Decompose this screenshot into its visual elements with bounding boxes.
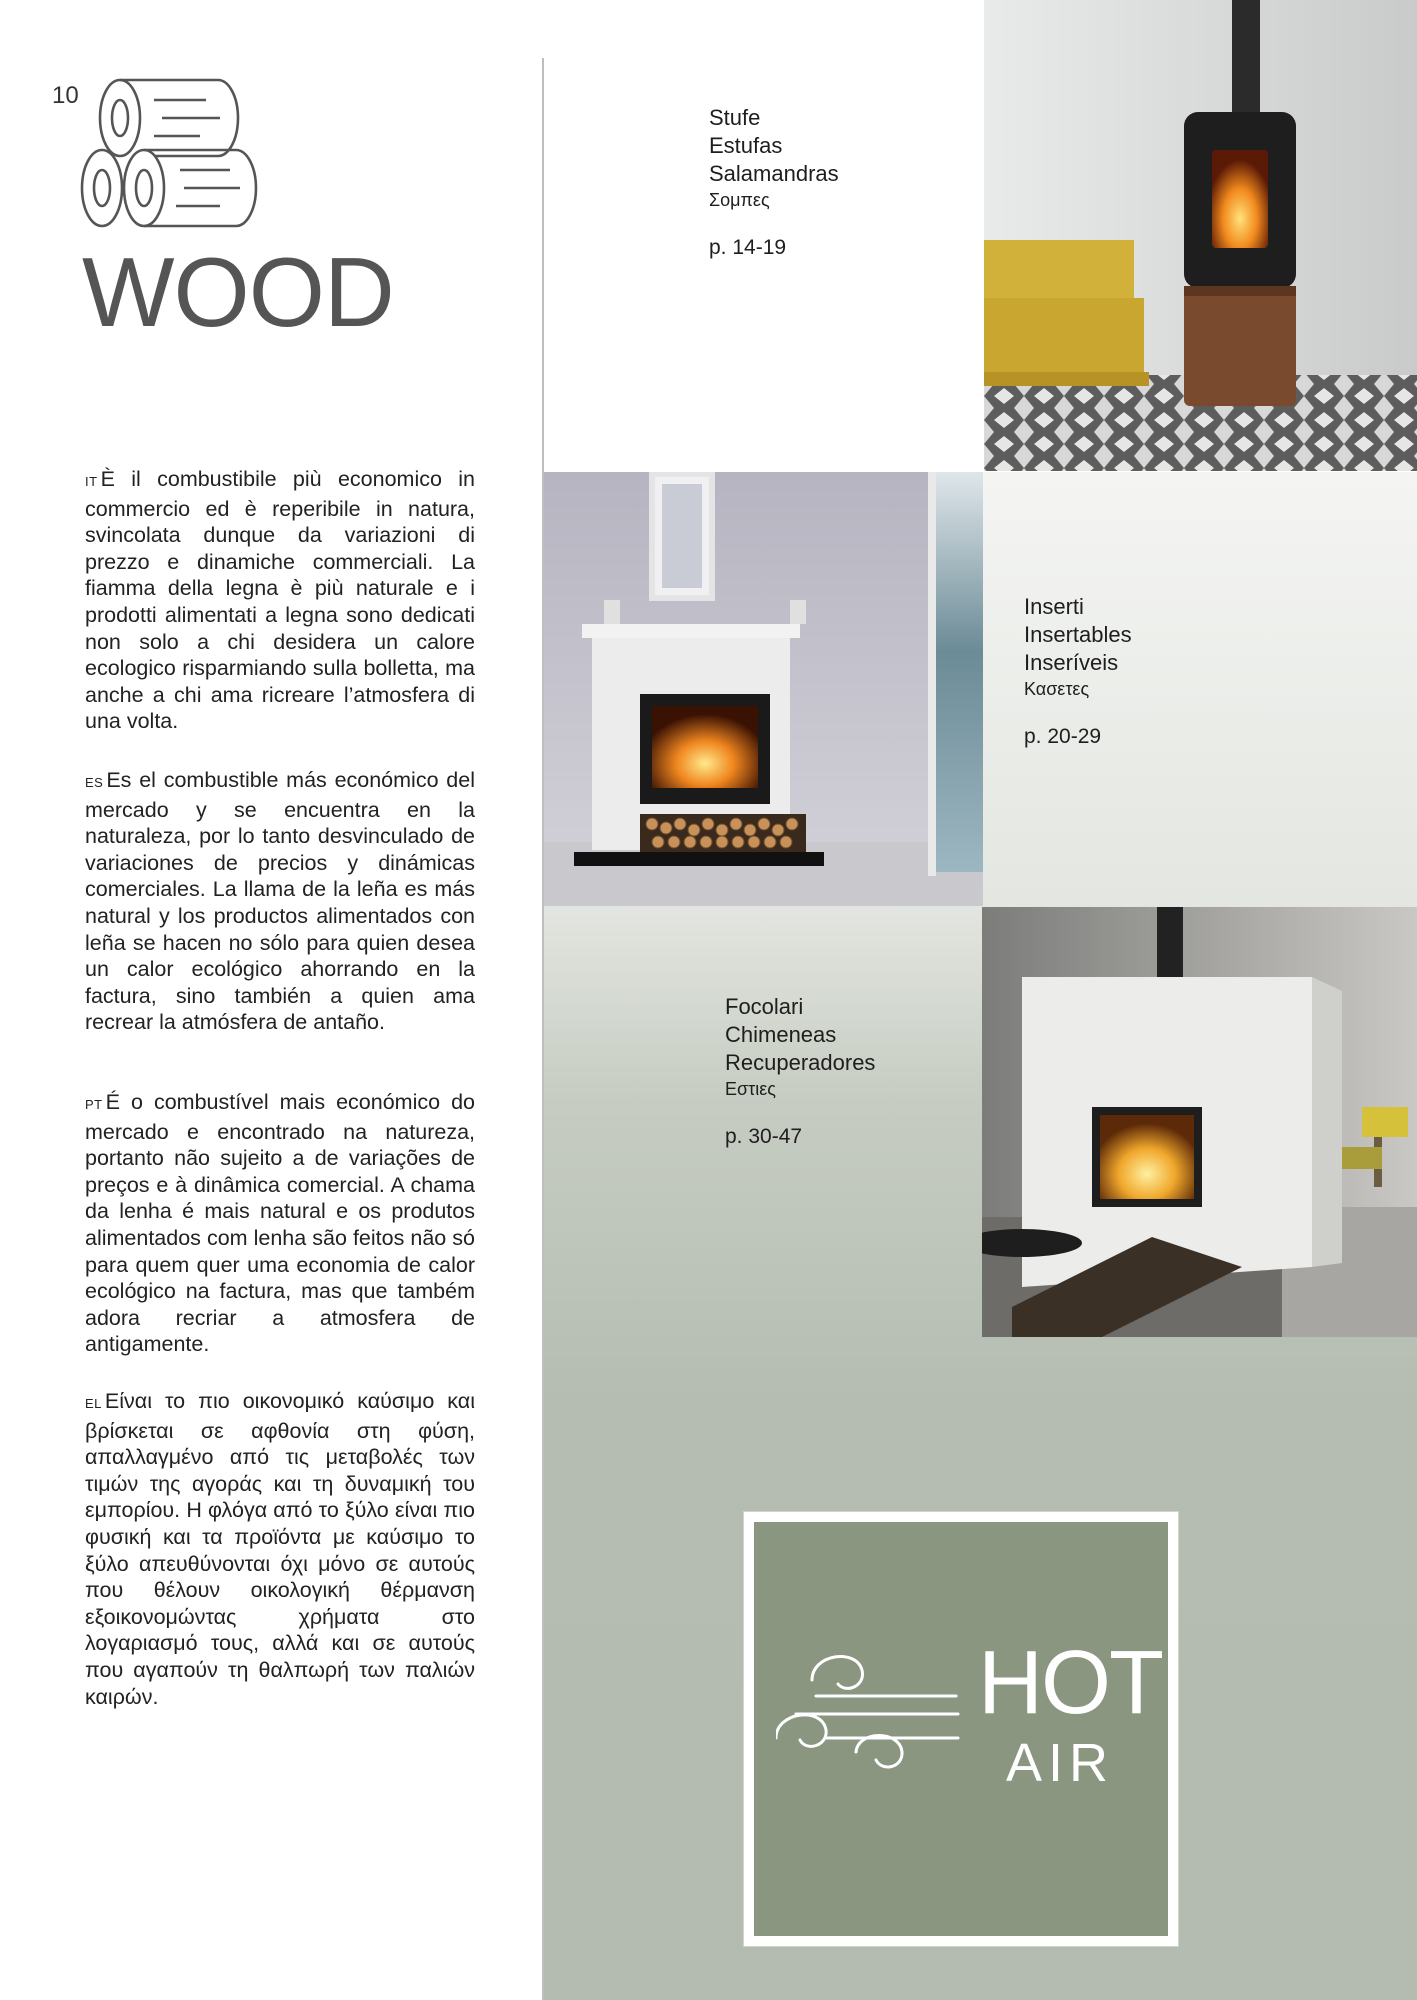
- paragraph-spanish: [85, 767, 475, 1036]
- stove-photo: [984, 0, 1417, 471]
- category-stufe: [709, 104, 839, 262]
- category-name: Insertables: [1024, 622, 1132, 647]
- badge-title-hot: HOT: [978, 1633, 1162, 1733]
- category-pages: p. 30-47: [725, 1125, 803, 1148]
- category-inserti: [1024, 593, 1132, 751]
- paragraph-italian: [85, 466, 475, 735]
- double-fireplace-photo: [982, 907, 1417, 1337]
- lang-tag: PT: [85, 1097, 103, 1112]
- paragraph-text: È il combustibile più economico in commercio ed è reperibile in natura, svincolata dunque da variazioni di prezzo e dinamiche commerciali. La fiamma della legna è più naturale e i prodotti alimentati a legna sono dedicati non solo a chi desidera un calore ecologico risparmiando sulla bolletta, ma anche a chi ama ricreare l’atmosfera di una volta.: [85, 467, 475, 734]
- paragraph-text: Είναι το πιο οικονομικό καύσιμο και βρίσκεται σε αφθονία στη φύση, απαλλαγμένο από τις μεταβολές των τιμών της αγοράς και τη δυναμική του εμπορίου. Η φλόγα από το ξύλο είναι πιο φυσική και τα προϊόντα με καύσιμο το ξύλο απευθύνονται όχι μόνο σε αυτούς που θέλουν οικολογική θέρμανση εξοικονομώντας χρήματα στο λογαριασμό τους, αλλά και σε αυτούς που αγαπούν τη θαλπωρή των παλιών καιρών.: [85, 1389, 475, 1709]
- category-focolari: [725, 993, 875, 1151]
- paragraph-greek: [85, 1388, 475, 1710]
- category-name-greek: Κασετες: [1024, 679, 1090, 699]
- insert-fireplace-photo: [544, 472, 983, 906]
- page-number: 10: [52, 82, 79, 109]
- paragraph-portuguese: [85, 1089, 475, 1358]
- category-name: Inseríveis: [1024, 650, 1119, 675]
- lang-tag: ES: [85, 775, 104, 790]
- wind-icon: [776, 1634, 966, 1784]
- hot-air-badge: [744, 1512, 1178, 1946]
- category-name-greek: Εστιες: [725, 1079, 776, 1099]
- paragraph-text: É o combustível mais económico do mercado e encontrado na natureza, portanto não sujeito a de variações de preços e à dinâmica comercial. A chama da lenha é mais natural e os produtos alimentados com lenha são feitos não só para quem quer uma economia de calor ecológico na factura, mas que também adora recriar a atmosfera de antigamente.: [85, 1090, 475, 1357]
- category-pages: p. 20-29: [1024, 725, 1102, 748]
- category-name: Recuperadores: [725, 1050, 876, 1075]
- badge-title-air: AIR: [1006, 1733, 1115, 1793]
- category-name: Salamandras: [709, 161, 839, 186]
- category-name-greek: Σομπες: [709, 190, 770, 210]
- lang-tag: IT: [85, 474, 98, 489]
- category-name: Chimeneas: [725, 1022, 837, 1047]
- lang-tag: EL: [85, 1396, 102, 1411]
- paragraph-text: Es el combustible más económico del mercado y se encuentra en la naturaleza, por lo tanto desvinculado de variaciones de precios y dinámicas comerciales. La llama de la leña es más natural y los productos alimentados con leña se hacen no sólo para quien desea un calor ecológico ahorrando en la factura, sino también a quien ama recrear la atmósfera de antaño.: [85, 768, 475, 1035]
- category-name: Inserti: [1024, 594, 1084, 619]
- category-name: Estufas: [709, 133, 783, 158]
- wood-logs-icon: [80, 78, 258, 236]
- category-name: Focolari: [725, 994, 804, 1019]
- category-pages: p. 14-19: [709, 236, 787, 259]
- category-name: Stufe: [709, 105, 761, 130]
- section-title: WOOD: [82, 237, 394, 347]
